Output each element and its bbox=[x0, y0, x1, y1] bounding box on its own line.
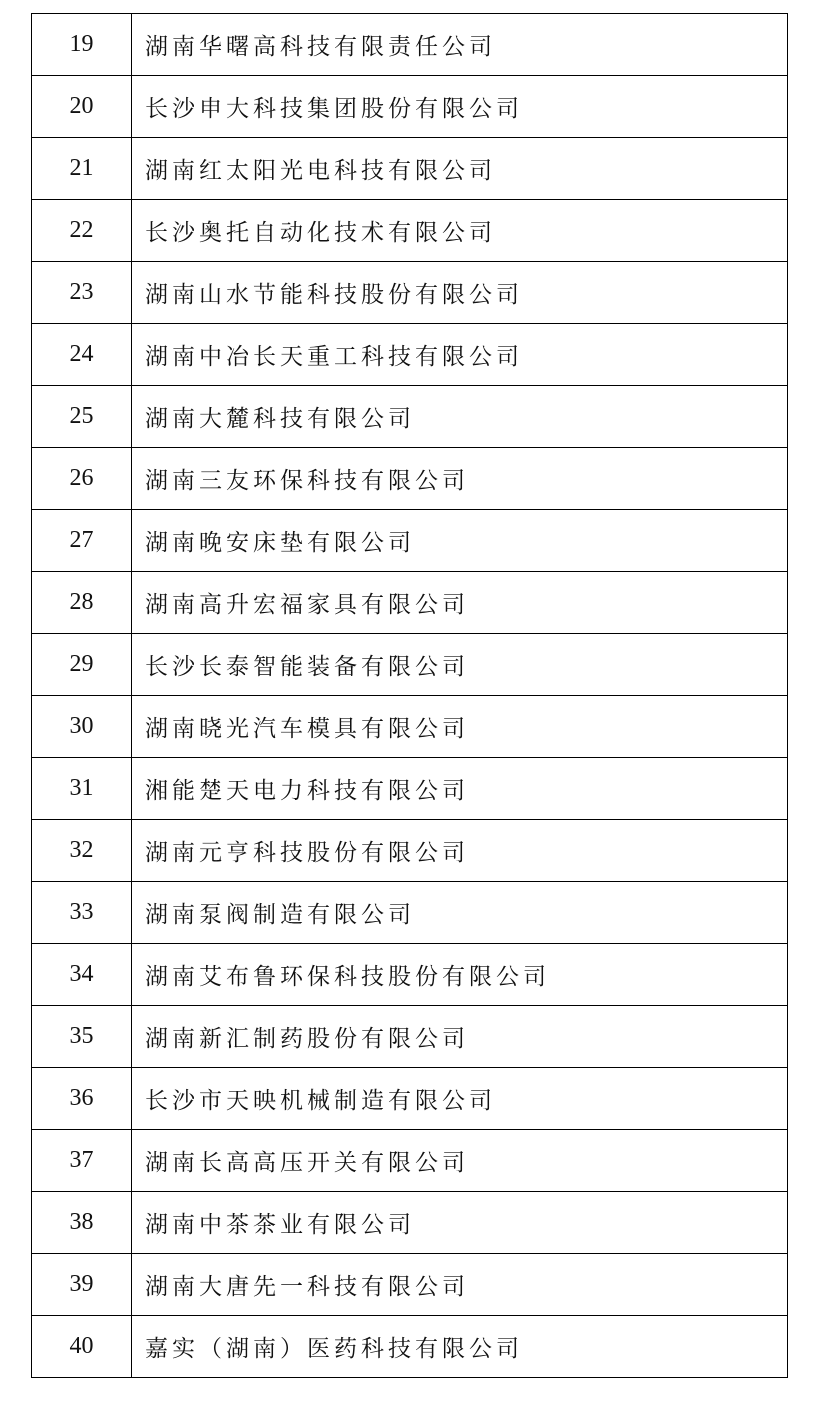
table-row bbox=[32, 882, 788, 944]
company-name: 湖南泵阀制造有限公司 bbox=[132, 882, 788, 944]
company-name: 湖南华曙高科技有限责任公司 bbox=[132, 14, 788, 76]
company-name: 湖南大唐先一科技有限公司 bbox=[132, 1254, 788, 1316]
row-number: 32 bbox=[32, 820, 132, 882]
company-list-table bbox=[31, 13, 788, 1378]
row-number: 19 bbox=[32, 14, 132, 76]
table-row bbox=[32, 696, 788, 758]
company-name: 长沙奥托自动化技术有限公司 bbox=[132, 200, 788, 262]
table-row bbox=[32, 944, 788, 1006]
table-row bbox=[32, 14, 788, 76]
table-body bbox=[32, 14, 788, 1378]
row-number: 25 bbox=[32, 386, 132, 448]
table-row bbox=[32, 1254, 788, 1316]
company-name: 湖南新汇制药股份有限公司 bbox=[132, 1006, 788, 1068]
row-number: 39 bbox=[32, 1254, 132, 1316]
table-row bbox=[32, 758, 788, 820]
company-name: 湖南大麓科技有限公司 bbox=[132, 386, 788, 448]
company-name: 湖南红太阳光电科技有限公司 bbox=[132, 138, 788, 200]
table-row bbox=[32, 1006, 788, 1068]
row-number: 33 bbox=[32, 882, 132, 944]
table-row bbox=[32, 510, 788, 572]
row-number: 35 bbox=[32, 1006, 132, 1068]
row-number: 37 bbox=[32, 1130, 132, 1192]
company-name: 湖南晚安床垫有限公司 bbox=[132, 510, 788, 572]
company-name: 长沙市天映机械制造有限公司 bbox=[132, 1068, 788, 1130]
row-number: 27 bbox=[32, 510, 132, 572]
company-name: 湖南高升宏福家具有限公司 bbox=[132, 572, 788, 634]
row-number: 20 bbox=[32, 76, 132, 138]
table-row bbox=[32, 262, 788, 324]
table-row bbox=[32, 76, 788, 138]
row-number: 31 bbox=[32, 758, 132, 820]
company-name: 湖南中茶茶业有限公司 bbox=[132, 1192, 788, 1254]
table-row bbox=[32, 324, 788, 386]
table-row bbox=[32, 1068, 788, 1130]
table-row bbox=[32, 1316, 788, 1378]
company-name: 长沙长泰智能装备有限公司 bbox=[132, 634, 788, 696]
table-row bbox=[32, 820, 788, 882]
table-row bbox=[32, 138, 788, 200]
row-number: 40 bbox=[32, 1316, 132, 1378]
row-number: 21 bbox=[32, 138, 132, 200]
row-number: 36 bbox=[32, 1068, 132, 1130]
company-name: 嘉实（湖南）医药科技有限公司 bbox=[132, 1316, 788, 1378]
table-row bbox=[32, 1130, 788, 1192]
row-number: 28 bbox=[32, 572, 132, 634]
row-number: 22 bbox=[32, 200, 132, 262]
table-row bbox=[32, 634, 788, 696]
row-number: 29 bbox=[32, 634, 132, 696]
row-number: 30 bbox=[32, 696, 132, 758]
table-row bbox=[32, 1192, 788, 1254]
company-name: 湖南三友环保科技有限公司 bbox=[132, 448, 788, 510]
table-row bbox=[32, 572, 788, 634]
company-name: 湖南山水节能科技股份有限公司 bbox=[132, 262, 788, 324]
company-name: 湘能楚天电力科技有限公司 bbox=[132, 758, 788, 820]
table-row bbox=[32, 200, 788, 262]
row-number: 23 bbox=[32, 262, 132, 324]
table-row bbox=[32, 386, 788, 448]
company-name: 湖南元亨科技股份有限公司 bbox=[132, 820, 788, 882]
row-number: 34 bbox=[32, 944, 132, 1006]
company-name: 湖南中冶长天重工科技有限公司 bbox=[132, 324, 788, 386]
row-number: 38 bbox=[32, 1192, 132, 1254]
row-number: 26 bbox=[32, 448, 132, 510]
table-row bbox=[32, 448, 788, 510]
company-name: 长沙申大科技集团股份有限公司 bbox=[132, 76, 788, 138]
company-name: 湖南晓光汽车模具有限公司 bbox=[132, 696, 788, 758]
row-number: 24 bbox=[32, 324, 132, 386]
company-name: 湖南长高高压开关有限公司 bbox=[132, 1130, 788, 1192]
company-name: 湖南艾布鲁环保科技股份有限公司 bbox=[132, 944, 788, 1006]
